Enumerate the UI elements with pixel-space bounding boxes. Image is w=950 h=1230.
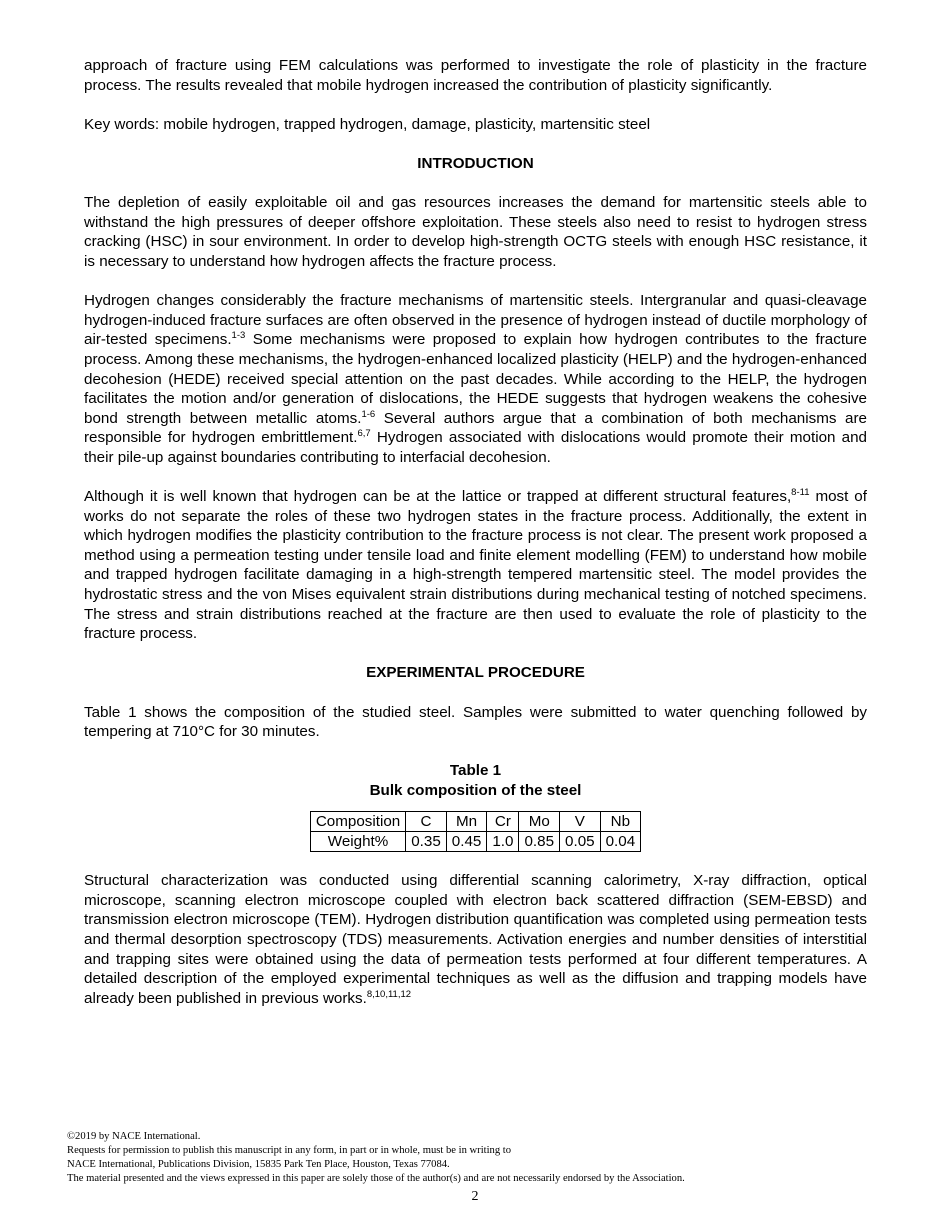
page-number: 2 bbox=[471, 1189, 479, 1204]
table-cell: 0.04 bbox=[600, 831, 641, 851]
table-title: Table 1 bbox=[449, 762, 502, 780]
footer-line: Requests for permission to publish this manuscript in any form, in part or in whole, must be in writing to bbox=[67, 1145, 512, 1156]
table-cell: Nb bbox=[600, 811, 641, 831]
experimental-heading: EXPERIMENTAL PROCEDURE bbox=[366, 664, 585, 682]
table-subtitle: Bulk composition of the steel bbox=[369, 781, 582, 799]
citation: 6,7 bbox=[357, 428, 371, 440]
intro-paragraph-2: Hydrogen changes considerably the fracture mechanisms of martensitic steels. Intergranular and quasi-cleavage hydrogen-induced fracture surfaces are often observed in the presence of hydrogen instead of ductile morphology of air-tested specimens.$^{1-3}$ Some mechanisms were proposed to explain how hydrogen contributes to the fracture process. Among these mechanisms, the hydrogen-enhanced localized plasticity (HELP) and the hydrogen-enhanced decohesion (HEDE) received special attention on the past decades. While according to the HELP, the hydrogen facilitates the motion and/or generation of dislocations, the HEDE suggests that hydrogen weakens the cohesive bond strength between metallic atoms.$^{1-6}$ Several authors argue that a combination of both mechanisms are responsible for hydrogen embrittlement.$^{6,7}$ Hydrogen associated with dislocations would promote their motion and their pile-up against boundaries contributing to interfacial decohesion. bbox=[84, 292, 867, 466]
experimental-paragraph-1: Table 1 shows the composition of the studied steel. Samples were submitted to water quenching followed by tempering at 710°C for 30 minutes. bbox=[84, 703, 867, 741]
table-header-row bbox=[310, 811, 640, 831]
table-cell: Weight% bbox=[310, 831, 405, 851]
experimental-paragraph-2: Structural characterization was conducted using differential scanning calorimetry, X-ray diffraction, optical microscope, scanning electron microscope coupled with electron back scattered diffraction (SEM-EBSD) and transmission electron microscope (TEM). Hydrogen distribution quantification was completed using permeation tests and thermal desorption spectroscopy (TDS) measurements. Activation energies and number densities of interstitial and trapping sites were obtained using the data of permeation tests performed at four different temperatures. A detailed description of the employed experimental techniques as well as the diffusion and trapping models have already been published in previous works.$^{8,10,11,12}$ bbox=[84, 872, 867, 1007]
table-cell: Composition bbox=[310, 811, 405, 831]
table-cell: 0.05 bbox=[560, 831, 601, 851]
keywords: Key words: mobile hydrogen, trapped hydrogen, damage, plasticity, martensitic steel bbox=[84, 115, 651, 133]
citation: 1-6 bbox=[361, 408, 376, 420]
table-cell: 0.85 bbox=[519, 831, 560, 851]
composition-table bbox=[310, 811, 641, 852]
footer-line: The material presented and the views expressed in this paper are solely those of the author(s) and are not necessarily endorsed by the Association. bbox=[67, 1173, 685, 1184]
table-cell: 1.0 bbox=[487, 831, 519, 851]
table-cell: Mo bbox=[519, 811, 560, 831]
introduction-heading: INTRODUCTION bbox=[417, 154, 534, 172]
table-cell: 0.45 bbox=[446, 831, 487, 851]
abstract-tail: approach of fracture using FEM calculations was performed to investigate the role of plasticity in the fracture process. The results revealed that mobile hydrogen increased the contribution of plasticity significantly. bbox=[84, 57, 867, 94]
table-cell: 0.35 bbox=[406, 831, 447, 851]
intro-paragraph-1: The depletion of easily exploitable oil and gas resources increases the demand for martensitic steels able to withstand the high pressures of deeper offshore exploitation. These steels also need to resist to hydrogen stress cracking (HSC) in sour environment. In order to develop high-strength OCTG steels with enough HSC resistance, it is necessary to understand how hydrogen affects the fracture process. bbox=[84, 194, 867, 270]
table-cell: V bbox=[560, 811, 601, 831]
copyright-footer bbox=[67, 1130, 887, 1186]
paper-page bbox=[84, 56, 867, 1008]
intro-paragraph-3: Although it is well known that hydrogen can be at the lattice or trapped at different structural features,$^{8-11}$ most of works do not separate the roles of these two hydrogen states in the fracture process. Additionally, the extent in which hydrogen modifies the plasticity contribution to the fracture process is not clear. The present work proposed a method using a permeation testing under tensile load and finite element modelling (FEM) to understand how mobile and trapped hydrogen facilitate damaging in a high-strength tempered martensitic steel. The model provides the hydrostatic stress and the von Mises equivalent strain distributions during mechanical testing of notched specimens. The stress and strain distributions reached at the fracture are then used to evaluate the role of plasticity to the fracture process. bbox=[84, 487, 867, 643]
citation: 8-11 bbox=[791, 487, 810, 498]
table-cell: Cr bbox=[487, 811, 519, 831]
citation: 1-3 bbox=[231, 330, 246, 342]
table-cell: Mn bbox=[446, 811, 487, 831]
footer-line: NACE International, Publications Division, 15835 Park Ten Place, Houston, Texas 77084. bbox=[67, 1159, 450, 1170]
table-row bbox=[310, 831, 640, 851]
footer-line: ©2019 by NACE International. bbox=[67, 1131, 201, 1142]
table-cell: C bbox=[406, 811, 447, 831]
citation: 8,10,11,12 bbox=[366, 988, 412, 1000]
